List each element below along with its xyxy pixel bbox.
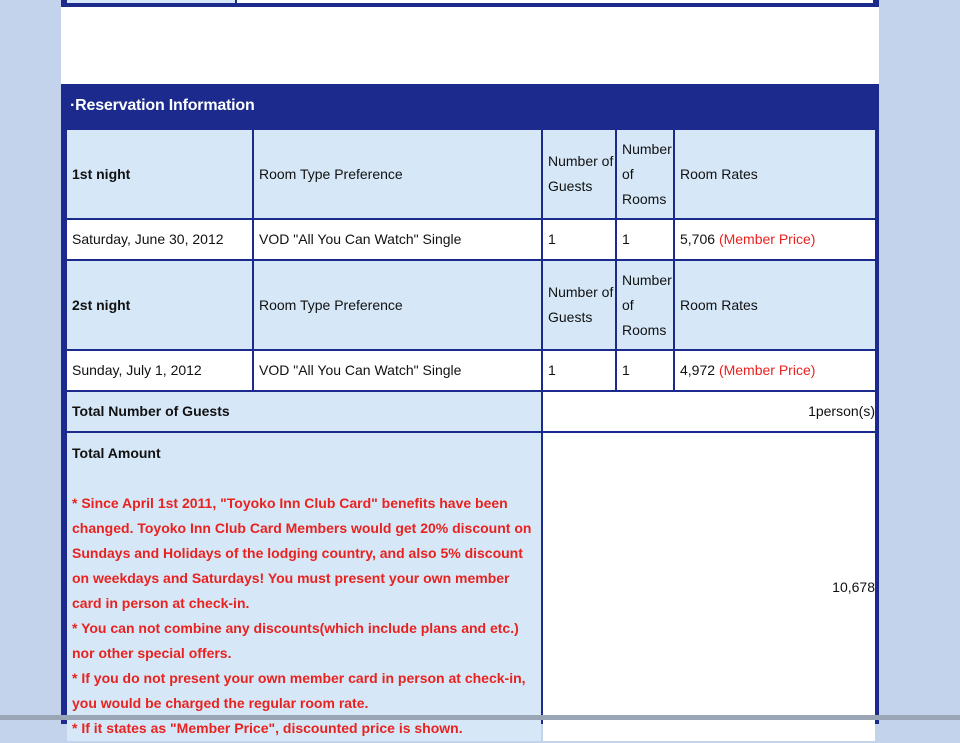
total-guests-label: Total Number of Guests bbox=[67, 392, 541, 431]
night-1-row bbox=[67, 220, 875, 259]
previous-table-edge bbox=[61, 0, 879, 7]
total-guests-row bbox=[67, 392, 875, 431]
note-member-price: * If it states as "Member Price", discounted price is shown. bbox=[72, 720, 463, 736]
night-1-member-price: (Member Price) bbox=[718, 231, 816, 247]
note-club-card: * Since April 1st 2011, "Toyoko Inn Club Card" benefits have been changed. Toyoko Inn Club Card Members would get 20% discount on Sundays and Holidays of the lodging country, and also 5% discount on weekdays and Saturdays! You must present your own member card in person at check-in. bbox=[72, 495, 532, 611]
total-amount-value: 10,678 bbox=[543, 433, 875, 741]
night-1-date: Saturday, June 30, 2012 bbox=[67, 220, 252, 259]
total-guests-value: 1person(s) bbox=[543, 392, 875, 431]
night-1-room-type: VOD "All You Can Watch" Single bbox=[254, 220, 541, 259]
note-regular-rate: * If you do not present your own member card in person at check-in, you would be charged the regular room rate. bbox=[72, 670, 526, 711]
reservation-information-section bbox=[61, 84, 879, 736]
guests-header: Number of Guests bbox=[543, 130, 615, 218]
rooms-header: Number of Rooms bbox=[617, 130, 673, 218]
night-2-room-type: VOD "All You Can Watch" Single bbox=[254, 351, 541, 390]
night-1-guests: 1 bbox=[543, 220, 615, 259]
night-2-rate bbox=[675, 351, 875, 390]
notes-block bbox=[72, 491, 541, 741]
night-2-guests: 1 bbox=[543, 351, 615, 390]
night-2-label: 2st night bbox=[67, 261, 252, 349]
night-2-rate-amount: 4,972 bbox=[680, 362, 716, 378]
rates-header: Room Rates bbox=[675, 130, 875, 218]
night-1-rooms: 1 bbox=[617, 220, 673, 259]
total-amount-row bbox=[67, 433, 875, 741]
night-1-rate bbox=[675, 220, 875, 259]
room-type-header: Room Type Preference bbox=[254, 130, 541, 218]
night-1-rate-amount: 5,706 bbox=[680, 231, 716, 247]
note-no-combine: * You can not combine any discounts(which include plans and etc.) nor other special offers. bbox=[72, 620, 519, 661]
night-2-date: Sunday, July 1, 2012 bbox=[67, 351, 252, 390]
reservation-page bbox=[61, 0, 879, 736]
room-type-header-2: Room Type Preference bbox=[254, 261, 541, 349]
rooms-header-2: Number of Rooms bbox=[617, 261, 673, 349]
total-amount-cell bbox=[67, 433, 541, 741]
night-2-member-price: (Member Price) bbox=[718, 362, 816, 378]
reservation-table bbox=[65, 128, 877, 743]
night-1-label: 1st night bbox=[67, 130, 252, 218]
bottom-edge bbox=[0, 715, 960, 720]
night-2-rooms: 1 bbox=[617, 351, 673, 390]
night-2-row bbox=[67, 351, 875, 390]
rates-header-2: Room Rates bbox=[675, 261, 875, 349]
section-title: ·Reservation Information bbox=[70, 97, 255, 114]
total-amount-label: Total Amount bbox=[72, 445, 161, 461]
guests-header-2: Number of Guests bbox=[543, 261, 615, 349]
night-2-header-row bbox=[67, 261, 875, 349]
night-1-header-row bbox=[67, 130, 875, 218]
